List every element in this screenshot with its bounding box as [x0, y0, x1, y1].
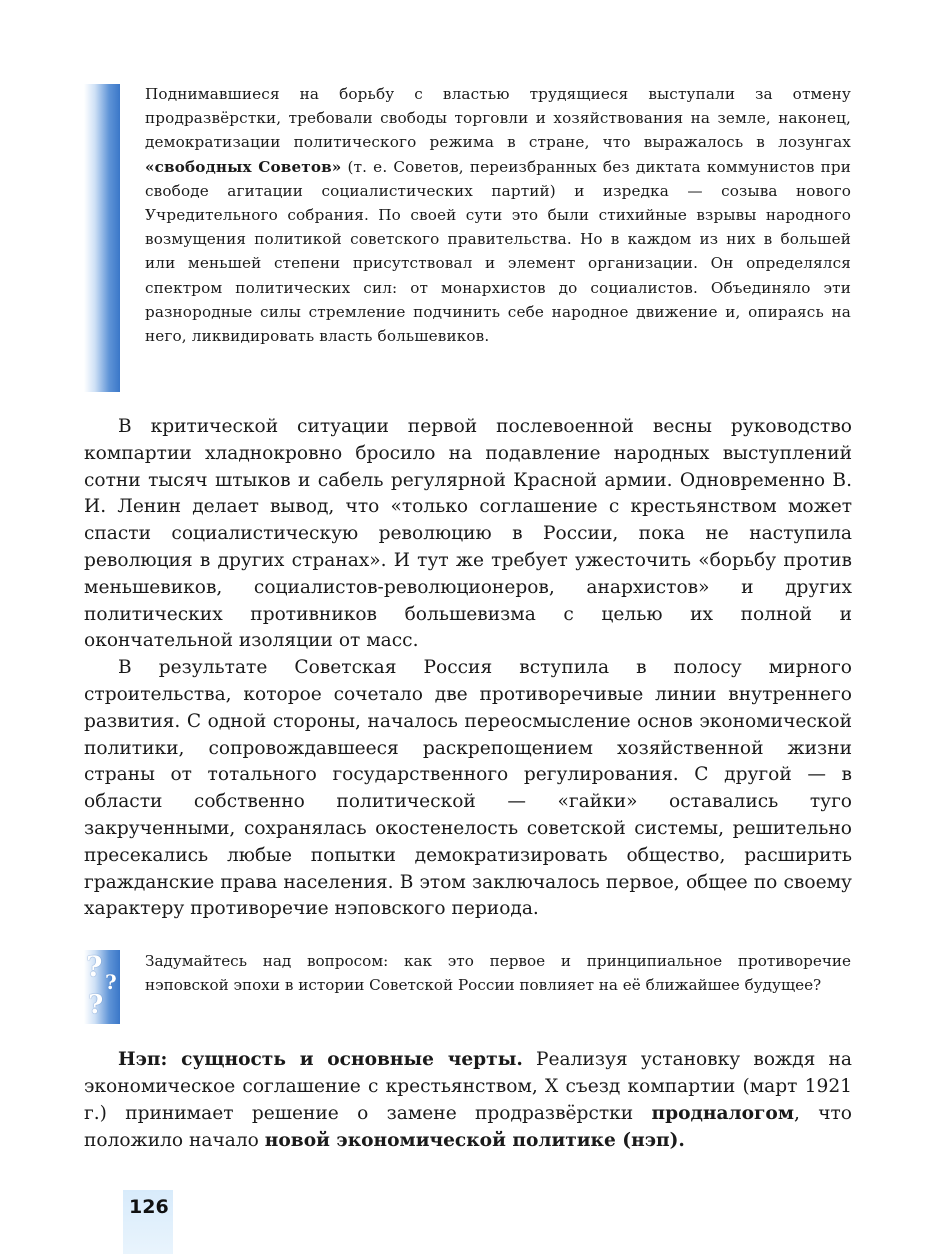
question-mark-glyph: ?	[105, 970, 117, 994]
boxed-excerpt	[145, 82, 851, 348]
section-nep	[84, 1046, 852, 1154]
page-number: 126	[129, 1196, 169, 1218]
section-heading: Нэп: сущность и основные черты.	[118, 1049, 523, 1070]
question-mark-glyph: ?	[86, 950, 103, 983]
boxed-excerpt-paragraph: Поднимавшиеся на борьбу с властью трудящиеся выступали за отмену продразвёрстки, требовали свободы торговли и хозяйствования на земле, наконец, демократизации политического режима в стране, что выражалось в лозунгах «свободных Советов» (т. е. Советов, переизбранных без диктата коммунистов при свободе агитации социалистических партий) и изредка — созыва нового Учредительного собрания. По своей сути это были стихийные взрывы народного возмущения политикой советского правительства. Но в каждом из них в большей или меньшей степени присутствовал и элемент организации. Он определялся спектром политических сил: от монархистов до социалистов. Объединяло эти разнородные силы стремление подчинить себе народное движение и, опираясь на него, ликвидировать власть большевиков.	[145, 85, 852, 346]
main-paragraph-1: В критической ситуации первой послевоенной весны руководство компартии хладнокровно бросило на подавление народных выступлений сотни тысяч штыков и сабель регулярной Красной армии. Одновременно В. И. Ленин делает вывод, что «только соглашение с крестьянством может спасти социалистическую революцию в России, пока не наступила революция в других странах». И тут же требует ужесточить «борьбу против меньшевиков, социалистов-революционеров, анархистов» и других политических противников большевизма с целью их полной и окончательной изоляции от масс.	[84, 416, 852, 652]
boxed-excerpt-marker-bar	[84, 84, 120, 392]
question-mark-glyph: ?	[88, 990, 104, 1020]
question-box	[145, 950, 851, 997]
question-text: Задумайтесь над вопросом: как это первое и принципиальное противоречие нэповской эпохи в истории Советской России повлияет на её ближайшее будущее?	[145, 952, 851, 994]
section-nep-paragraph: Нэп: сущность и основные черты. Реализуя установку вождя на экономическое соглашение с крестьянством, X съезд компартии (март 1921 г.) принимает решение о замене продразвёрстки продналогом, что положило начало новой экономической политике (нэп).	[84, 1049, 853, 1151]
main-text	[84, 414, 852, 923]
main-paragraph-2: В результате Советская Россия вступила в полосу мирного строительства, которое сочетало две противоречивые линии внутреннего развития. С одной стороны, началось переосмысление основ экономической политики, сопровождавшееся раскрепощением хозяйственной жизни страны от тотального государственного регулирования. С другой — в области собственно политической — «гайки» оставались туго закрученными, сохранялась окостенелость советской системы, решительно пресекались любые попытки демократизировать общество, расширить гражданские права населения. В этом заключалось первое, общее по своему характеру противоречие нэповского периода.	[84, 657, 852, 920]
